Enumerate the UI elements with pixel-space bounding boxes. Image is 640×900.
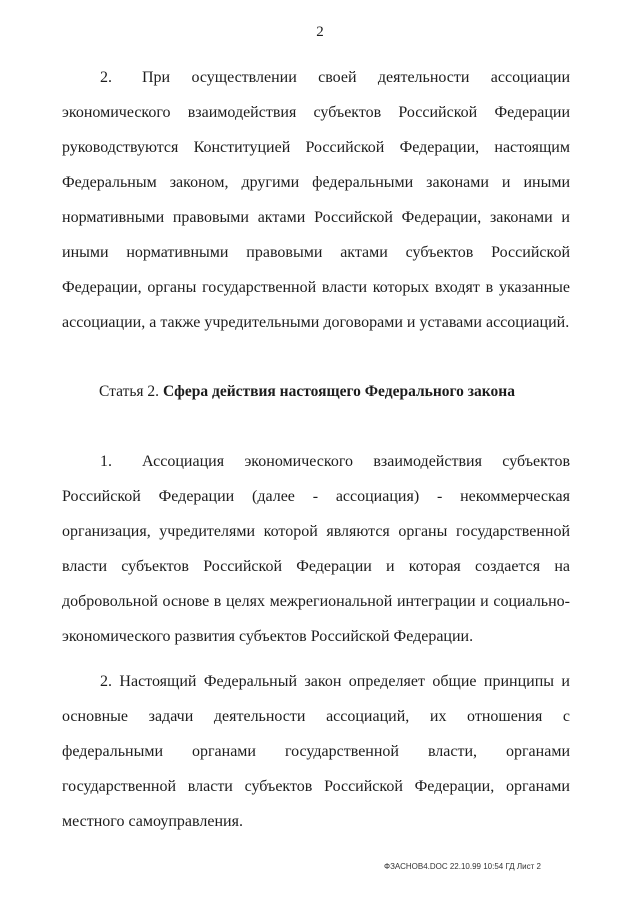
article-paragraph-1 (62, 444, 570, 654)
page-number: 2 (316, 24, 324, 40)
paragraph-number: 1. (100, 453, 112, 470)
paragraph-text: 2. Настоящий Федеральный закон определяет общие принципы и основные задачи деятельности ассоциаций, их отношения с федеральными органами государственной власти, органами государственной власти субъектов Российской Федерации, органами местного самоуправления. (62, 673, 570, 830)
article-title: Сфера действия настоящего Федерального закона (162, 383, 515, 400)
footer-document-code: ФЗАСНОВ4.DOC 22.10.99 10:54 ГД Лист 2 (384, 862, 541, 871)
paragraph-text: Ассоциация экономического взаимодействия субъектов Российской Федерации (далее - ассоциация) - некоммерческая организация, учредителями которой являются органы государственной власти субъектов Российской Федерации и которая создается на добровольной основе в целях межрегиональной интеграции и социально-экономического развития субъектов Российской Федерации. (62, 453, 570, 645)
paragraph-text: При осуществлении своей деятельности ассоциации экономического взаимодействия субъектов Российской Федерации руководствуются Конституцией Российской Федерации, настоящим Федеральным законом, другими федеральными законами и иными нормативными правовыми актами Российской Федерации, законами и иными нормативными правовыми актами субъектов Российской Федерации, органы государственной власти которых входят в указанные ассоциации, а также учредительными договорами и уставами ассоциаций. (62, 69, 570, 331)
document-body (62, 60, 570, 839)
article-label: Статья 2. (99, 383, 160, 400)
article-heading (62, 374, 570, 409)
paragraph-number: 2. (100, 69, 112, 86)
article-paragraph-2 (62, 664, 570, 839)
paragraph-2 (62, 60, 570, 340)
